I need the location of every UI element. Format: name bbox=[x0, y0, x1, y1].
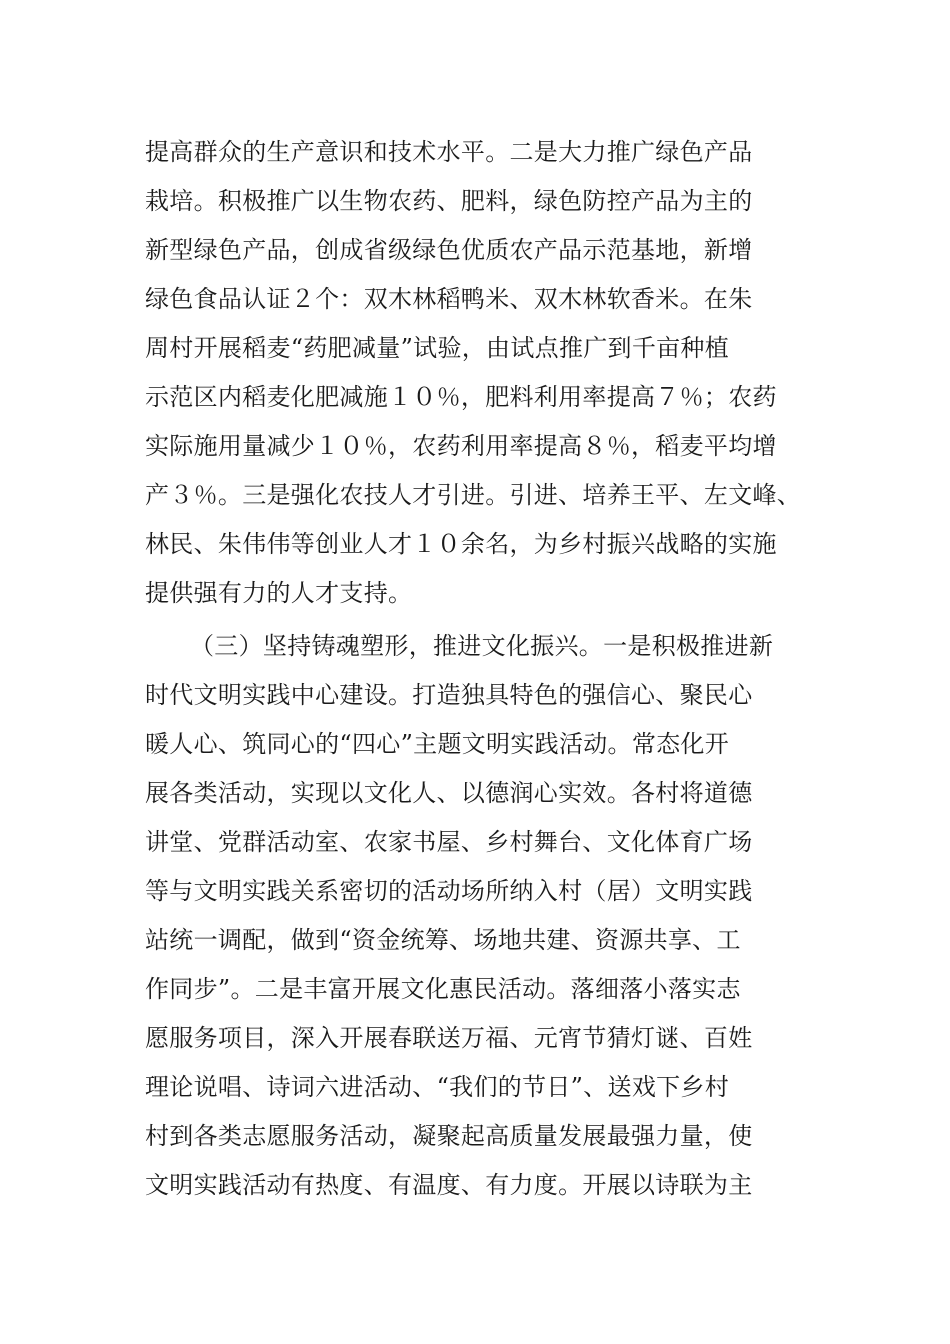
text-line: 提高群众的生产意识和技术水平。二是大力推广绿色产品 bbox=[145, 138, 753, 166]
text-line: 文明实践活动有热度、有温度、有力度。开展以诗联为主 bbox=[145, 1171, 753, 1199]
text-line: 等与文明实践关系密切的活动场所纳入村（居）文明实践 bbox=[145, 877, 753, 905]
text-line: 绿色食品认证２个：双木林稻鸭米、双木林软香米。在朱 bbox=[145, 285, 753, 313]
text-line: 暖人心、筑同心的“四心”主题文明实践活动。常态化开 bbox=[145, 730, 730, 758]
text-line: 示范区内稻麦化肥减施１０％，肥料利用率提高７％；农药 bbox=[145, 383, 777, 411]
text-line: 愿服务项目，深入开展春联送万福、元宵节猜灯谜、百姓 bbox=[145, 1024, 753, 1052]
text-line: 周村开展稻麦“药肥减量”试验，由试点推广到千亩种植 bbox=[145, 334, 730, 362]
text-line: 作同步”。二是丰富开展文化惠民活动。落细落小落实志 bbox=[145, 975, 741, 1003]
text-line: 产３％。三是强化农技人才引进。引进、培养王平、左文峰、 bbox=[145, 481, 802, 509]
text-line: 栽培。积极推广以生物农药、肥料，绿色防控产品为主的 bbox=[145, 187, 753, 215]
text-line: 理论说唱、诗词六进活动、“我们的节日”、送戏下乡村 bbox=[145, 1073, 730, 1101]
text-line: 村到各类志愿服务活动，凝聚起高质量发展最强力量，使 bbox=[145, 1122, 753, 1150]
text-line: 讲堂、党群活动室、农家书屋、乡村舞台、文化体育广场 bbox=[145, 828, 753, 856]
section-heading-line: （三）坚持铸魂塑形，推进文化振兴。一是积极推进新 bbox=[190, 632, 774, 660]
text-line: 林民、朱伟伟等创业人才１０余名，为乡村振兴战略的实施 bbox=[145, 530, 777, 558]
text-line: 提供强有力的人才支持。 bbox=[145, 579, 413, 607]
text-line: 时代文明实践中心建设。打造独具特色的强信心、聚民心 bbox=[145, 681, 753, 709]
text-line: 实际施用量减少１０％，农药利用率提高８％，稻麦平均增 bbox=[145, 432, 777, 460]
text-line: 新型绿色产品，创成省级绿色优质农产品示范基地，新增 bbox=[145, 236, 753, 264]
text-line: 站统一调配，做到“资金统筹、场地共建、资源共享、工 bbox=[145, 926, 741, 954]
text-line: 展各类活动，实现以文化人、以德润心实效。各村将道德 bbox=[145, 779, 753, 807]
